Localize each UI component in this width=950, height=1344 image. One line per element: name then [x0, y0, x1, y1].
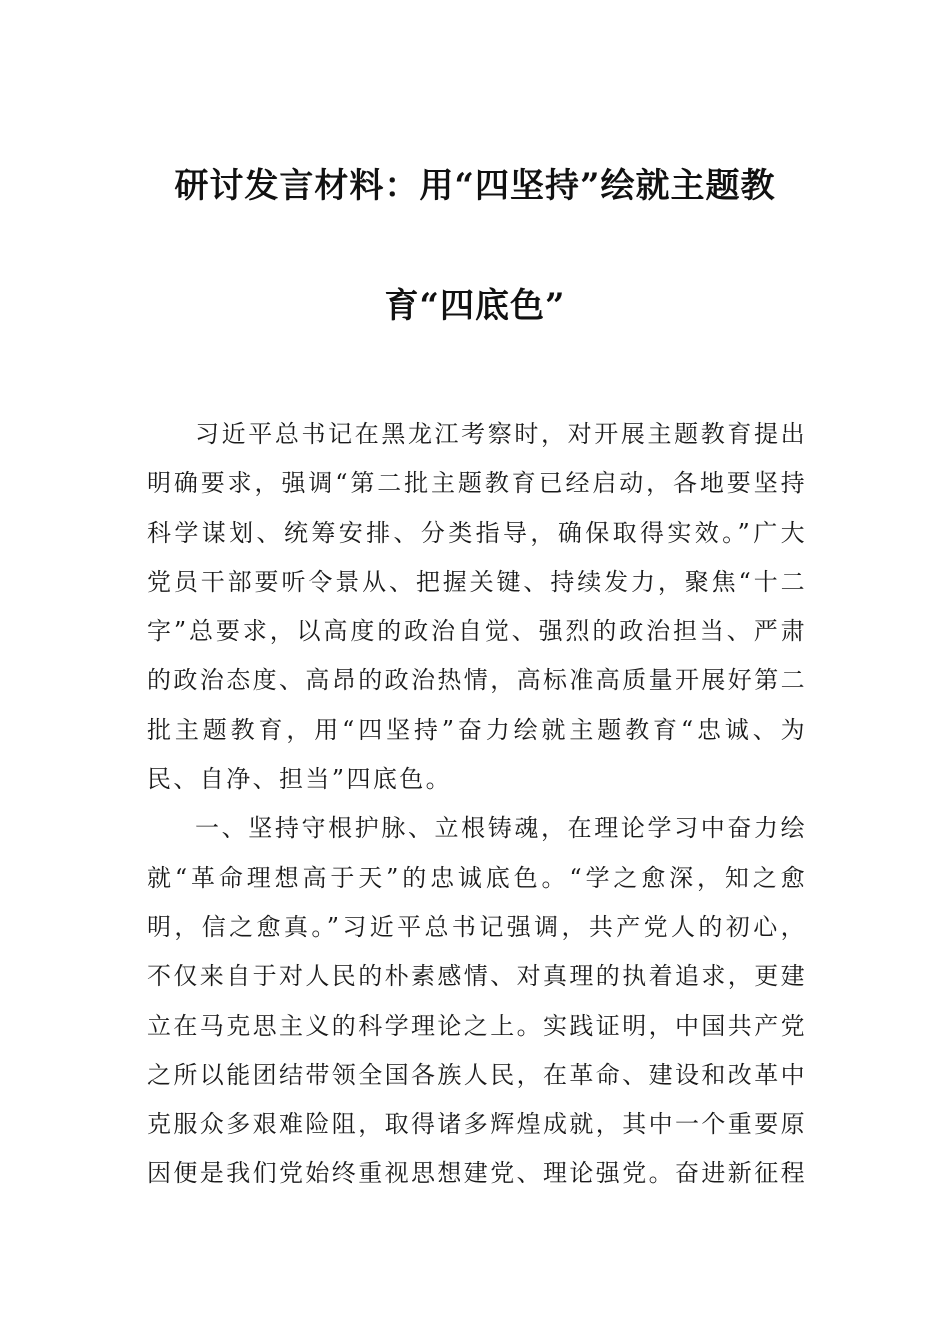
document-body: [147, 410, 807, 1199]
document-title-line-2: 育“四底色”: [384, 286, 566, 326]
document-title-line-1: 研讨发言材料：用“四坚持”绘就主题教: [174, 166, 776, 206]
paragraph-intro: 习近平总书记在黑龙江考察时，对开展主题教育提出明确要求，强调“第二批主题教育已经启动，各地要坚持科学谋划、统筹安排、分类指导，确保取得实效。”广大党员干部要听令景从、把握关键、持续发力，聚焦“十二字”总要求，以高度的政治自觉、强烈的政治担当、严肃的政治态度、高昂的政治热情，高标准高质量开展好第二批主题教育，用“四坚持”奋力绘就主题教育“忠诚、为民、自净、担当”四底色。: [147, 420, 807, 794]
paragraph-section-one: 一、坚持守根护脉、立根铸魂，在理论学习中奋力绘就“革命理想高于天”的忠诚底色。“学之愈深，知之愈明，信之愈真。”习近平总书记强调，共产党人的初心，不仅来自于对人民的朴素感情、对真理的执着追求，更建立在马克思主义的科学理论之上。实践证明，中国共产党之所以能团结带领全国各族人民，在革命、建设和改革中克服众多艰难险阻，取得诸多辉煌成就，其中一个重要原因便是我们党始终重视思想建党、理论强党。奋进新征程: [147, 814, 807, 1188]
